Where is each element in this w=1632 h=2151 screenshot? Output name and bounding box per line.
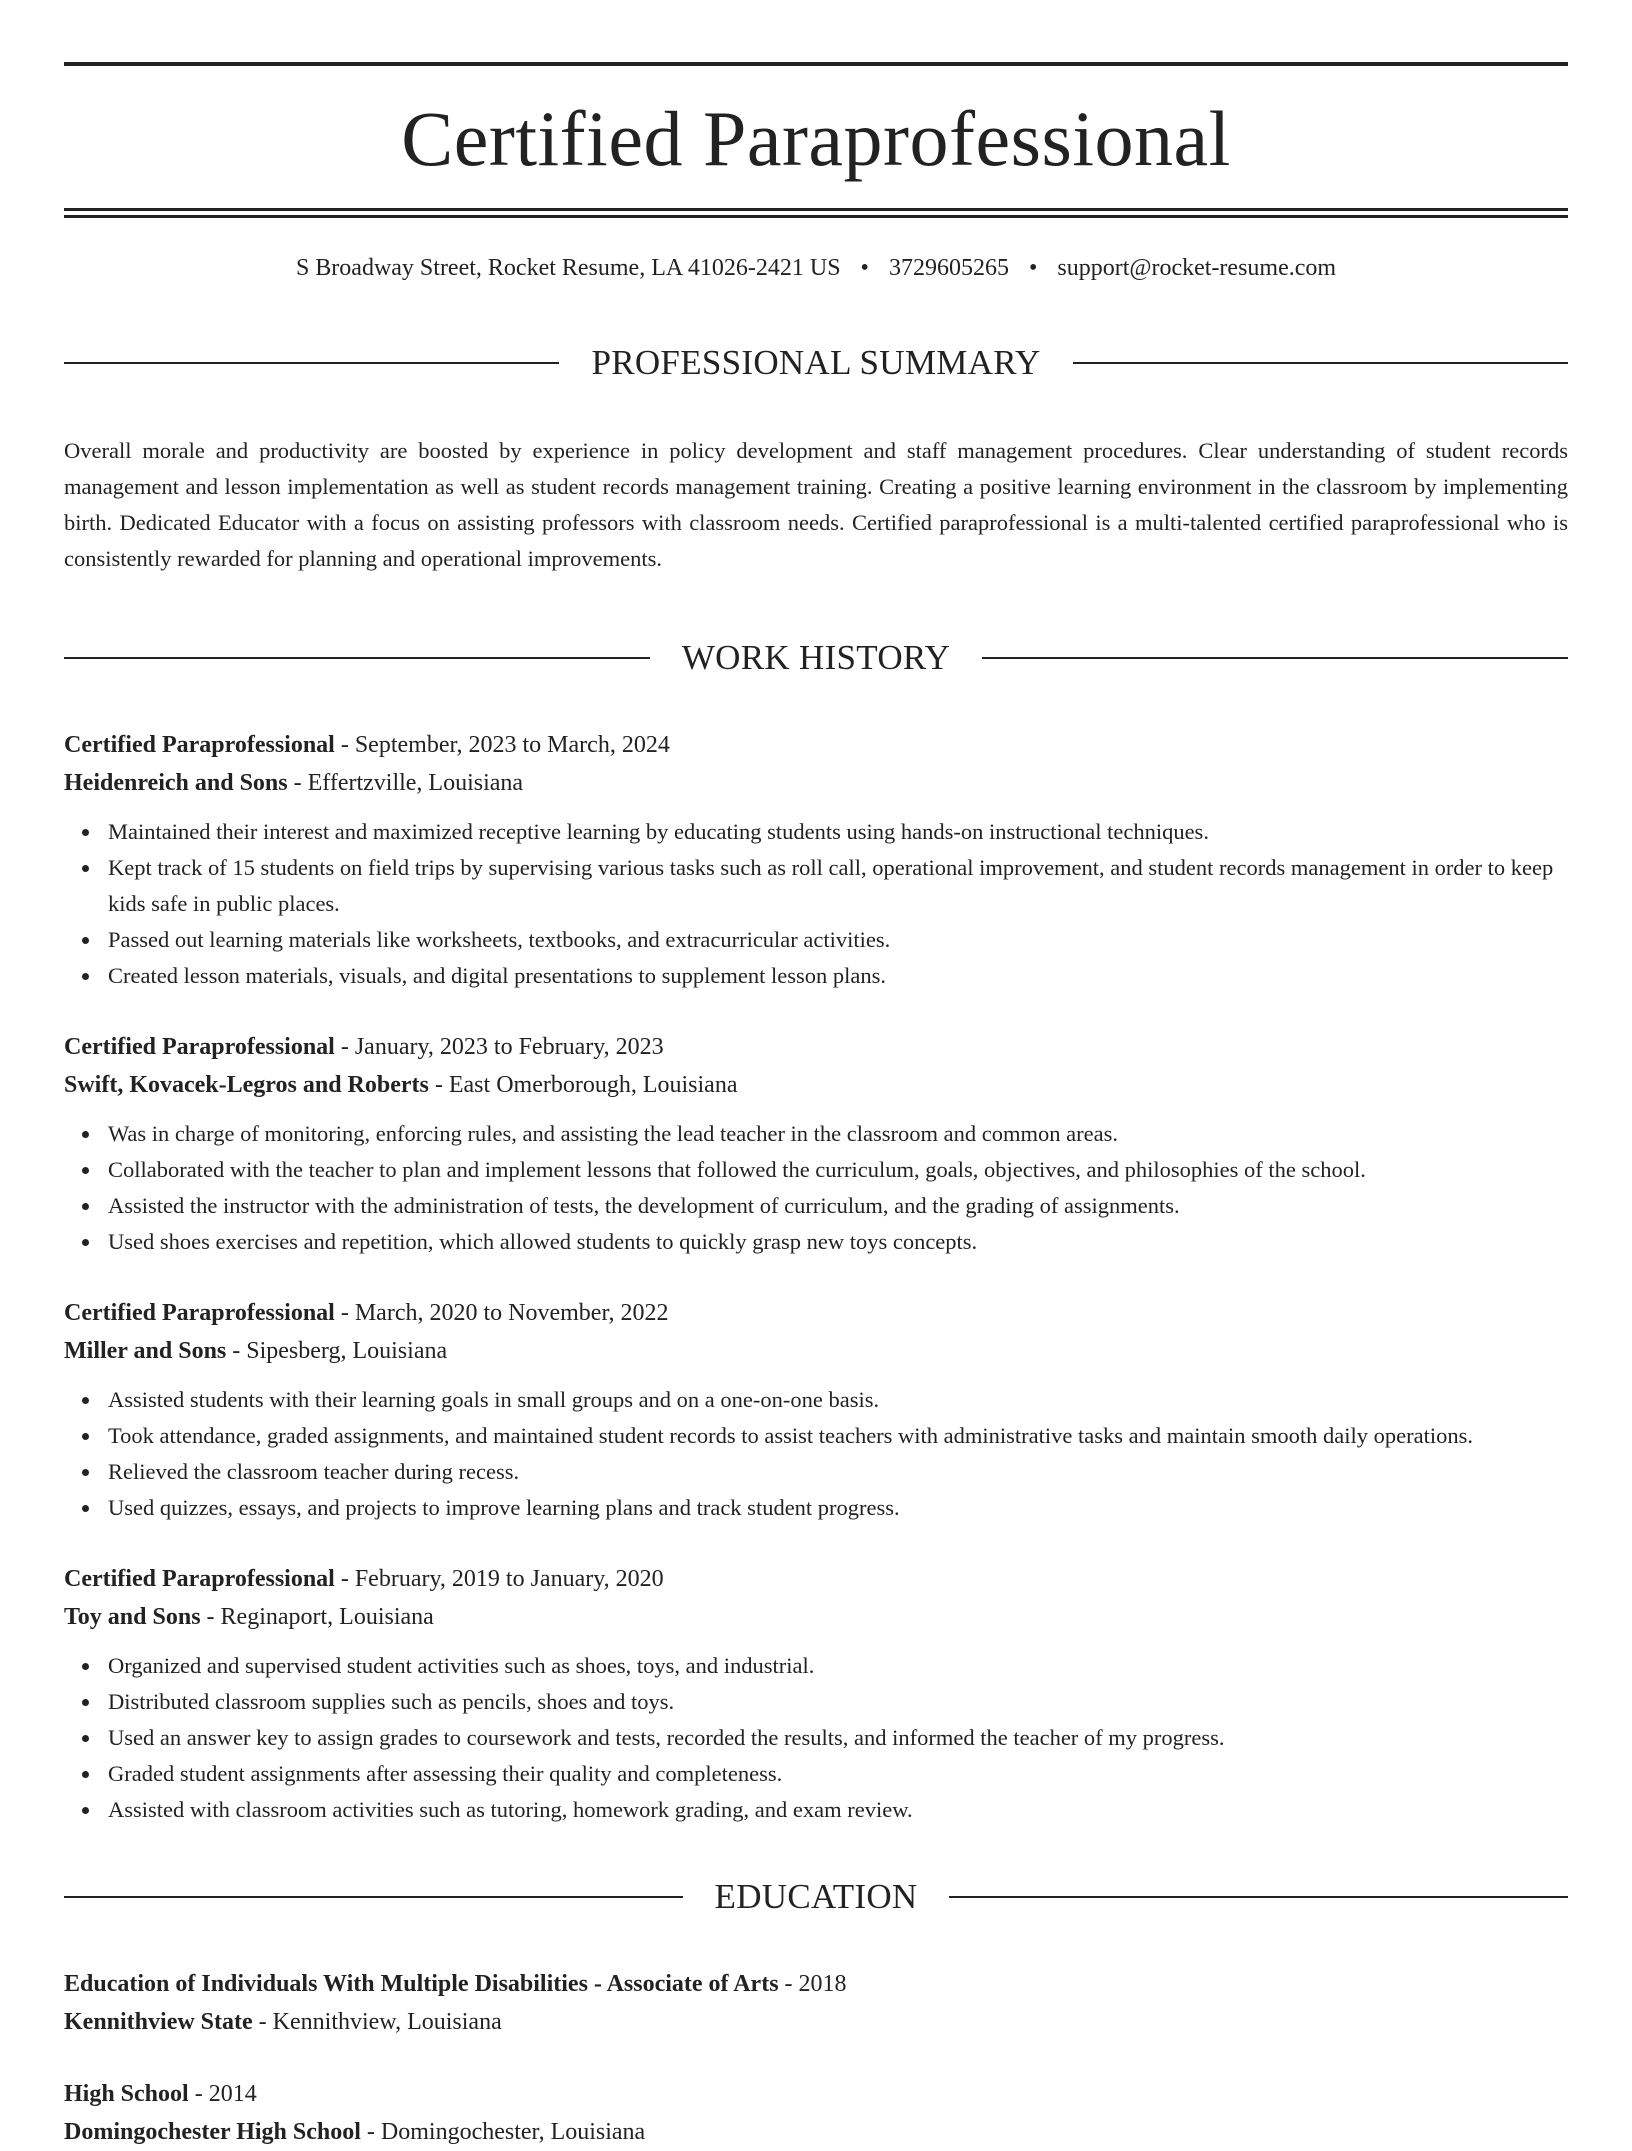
- job-entry: [64, 726, 1568, 994]
- section-rule-right: [982, 657, 1568, 659]
- job-company-line: [64, 764, 1568, 802]
- section-rule-left: [64, 657, 650, 659]
- education-school-line: [64, 2113, 1568, 2151]
- education-school-line: [64, 2003, 1568, 2041]
- job-bullet: Graded student assignments after assessing their quality and completeness.: [108, 1756, 1568, 1792]
- job-bullet: Maintained their interest and maximized receptive learning by educating students using hands-on instructional techniques.: [108, 814, 1568, 850]
- contact-separator: •: [1028, 255, 1038, 281]
- job-location: - Reginaport, Louisiana: [200, 1604, 434, 1631]
- job-dates: - March, 2020 to November, 2022: [334, 1300, 669, 1327]
- job-company-line: [64, 1066, 1568, 1104]
- job-bullet: Passed out learning materials like worksheets, textbooks, and extracurricular activities.: [108, 922, 1568, 958]
- job-entry: [64, 1294, 1568, 1526]
- candidate-name: Certified Paraprofessional: [401, 95, 1231, 182]
- contact-line: [64, 256, 1568, 280]
- work-history-list: [64, 726, 1568, 1828]
- job-title-line: [64, 726, 1568, 764]
- job-company-line: [64, 1598, 1568, 1636]
- summary-section-header: [64, 316, 1568, 409]
- job-dates: - January, 2023 to February, 2023: [334, 1034, 664, 1061]
- job-bullet: Distributed classroom supplies such as pencils, shoes and toys.: [108, 1684, 1568, 1720]
- contact-address: S Broadway Street, Rocket Resume, LA 41026-2421 US: [295, 255, 841, 281]
- job-title-line: [64, 1028, 1568, 1066]
- job-bullet: Took attendance, graded assignments, and maintained student records to assist teachers with administrative tasks and maintain smooth daily operations.: [108, 1418, 1568, 1454]
- job-company: Swift, Kovacek-Legros and Roberts: [64, 1072, 429, 1099]
- job-title: Certified Paraprofessional: [64, 1300, 335, 1327]
- summary-text: Overall morale and productivity are boosted by experience in policy development and staff management procedures. Clear understanding of student records management and lesson implementation as well as student records management training. Creating a positive learning environment in the classroom by implementing birth. Dedicated Educator with a focus on assisting professors with classroom needs. Certified paraprofessional is a multi-talented certified paraprofessional who is consistently rewarded for planning and operational improvements.: [64, 438, 1568, 572]
- education-entry: [64, 1965, 1568, 2041]
- contact-separator: •: [860, 255, 869, 281]
- job-bullet: Created lesson materials, visuals, and digital presentations to supplement lesson plans.: [108, 958, 1568, 994]
- job-bullet: Assisted students with their learning goals in small groups and on a one-on-one basis.: [108, 1382, 1568, 1418]
- education-section-title: EDUCATION: [714, 1877, 918, 1917]
- job-bullet: Organized and supervised student activities such as shoes, toys, and industrial.: [108, 1648, 1568, 1684]
- job-company-line: [64, 1332, 1568, 1370]
- job-location: - Sipesberg, Louisiana: [226, 1338, 448, 1365]
- section-rule-right: [949, 1896, 1568, 1898]
- job-bullets: [64, 814, 1568, 994]
- job-company: Heidenreich and Sons: [64, 770, 288, 797]
- work-section-header: [64, 611, 1568, 704]
- work-section-title: WORK HISTORY: [681, 638, 951, 678]
- double-rule: [64, 208, 1568, 218]
- education-degree-line: [64, 1965, 1568, 2003]
- job-bullet: Used an answer key to assign grades to coursework and tests, recorded the results, and informed the teacher of my progress.: [108, 1720, 1568, 1756]
- education-entry: [64, 2075, 1568, 2151]
- job-entry: [64, 1028, 1568, 1260]
- job-bullet: Used shoes exercises and repetition, which allowed students to quickly grasp new toys concepts.: [108, 1224, 1568, 1260]
- job-bullet: Assisted the instructor with the administration of tests, the development of curriculum, and the grading of assignments.: [108, 1188, 1568, 1224]
- job-title: Certified Paraprofessional: [64, 732, 335, 759]
- job-title-line: [64, 1560, 1568, 1598]
- job-title-line: [64, 1294, 1568, 1332]
- education-year: - 2014: [188, 2081, 257, 2108]
- education-location: - Kennithview, Louisiana: [252, 2009, 502, 2036]
- job-title: Certified Paraprofessional: [64, 1566, 335, 1593]
- job-bullet: Relieved the classroom teacher during recess.: [108, 1454, 1568, 1490]
- section-rule-right: [1073, 362, 1568, 364]
- job-entry: [64, 1560, 1568, 1828]
- contact-phone: 3729605265: [888, 255, 1009, 281]
- job-company: Toy and Sons: [64, 1604, 201, 1631]
- education-school: Domingochester High School: [64, 2119, 361, 2146]
- education-degree: Education of Individuals With Multiple Disabilities - Associate of Arts: [64, 1971, 779, 1998]
- job-bullet: Assisted with classroom activities such as tutoring, homework grading, and exam review.: [108, 1792, 1568, 1828]
- job-bullets: [64, 1648, 1568, 1828]
- job-title: Certified Paraprofessional: [64, 1034, 335, 1061]
- education-degree-line: [64, 2075, 1568, 2113]
- job-location: - Effertzville, Louisiana: [287, 770, 524, 797]
- contact-email: support@rocket-resume.com: [1057, 255, 1337, 281]
- education-list: [64, 1965, 1568, 2151]
- job-bullet: Was in charge of monitoring, enforcing rules, and assisting the lead teacher in the classroom and common areas.: [108, 1116, 1568, 1152]
- education-year: - 2018: [778, 1971, 847, 1998]
- job-bullets: [64, 1116, 1568, 1260]
- education-section-header: [64, 1850, 1568, 1943]
- job-bullets: [64, 1382, 1568, 1526]
- job-bullet: Collaborated with the teacher to plan and implement lessons that followed the curriculum, goals, objectives, and philosophies of the school.: [108, 1152, 1568, 1188]
- job-bullet: Kept track of 15 students on field trips by supervising various tasks such as roll call, operational improvement, and student records management in order to keep kids safe in public places.: [108, 850, 1568, 922]
- summary-section-title: PROFESSIONAL SUMMARY: [591, 343, 1041, 383]
- job-company: Miller and Sons: [64, 1338, 227, 1365]
- top-rule: [64, 62, 1568, 66]
- education-location: - Domingochester, Louisiana: [360, 2119, 646, 2146]
- section-rule-left: [64, 362, 559, 364]
- job-location: - East Omerborough, Louisiana: [428, 1072, 738, 1099]
- job-dates: - February, 2019 to January, 2020: [334, 1566, 664, 1593]
- job-dates: - September, 2023 to March, 2024: [334, 732, 670, 759]
- education-school: Kennithview State: [64, 2009, 253, 2036]
- job-bullet: Used quizzes, essays, and projects to improve learning plans and track student progress.: [108, 1490, 1568, 1526]
- section-rule-left: [64, 1896, 683, 1898]
- education-degree: High School: [64, 2081, 189, 2108]
